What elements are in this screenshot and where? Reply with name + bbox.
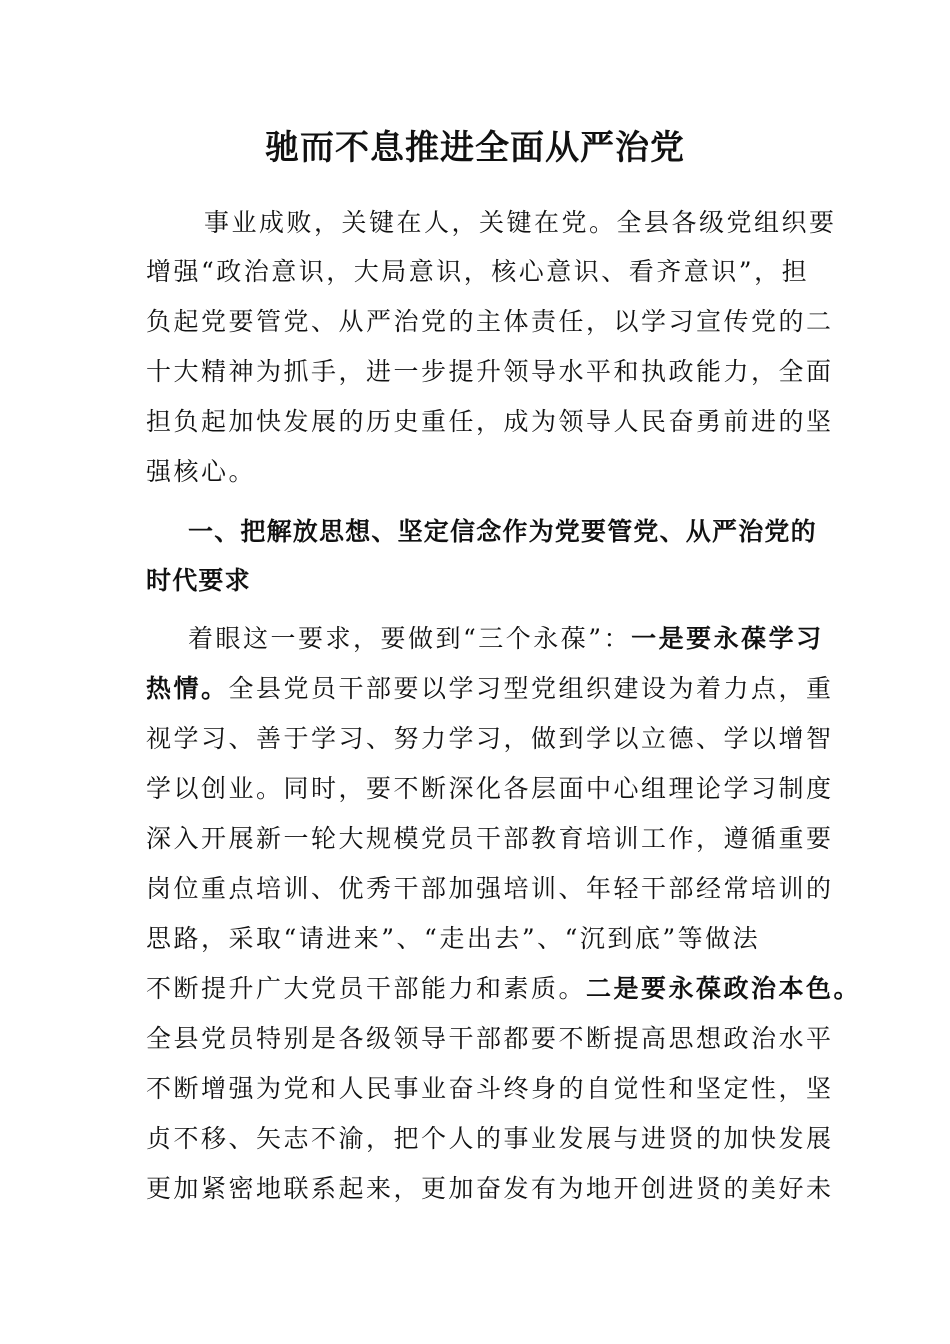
paragraph1-line: 增强“政治意识，大局意识，核心意识、看齐意识”，担	[146, 257, 810, 286]
paragraph2-emphasis: 热情。	[146, 674, 229, 703]
paragraph1-line: 强核心。	[146, 457, 257, 486]
paragraph2-line: 学以创业。同时，要不断深化各层面中心组理论学习制度	[146, 774, 834, 803]
paragraph2-line: 深入开展新一轮大规模党员干部教育培训工作，遵循重要	[146, 824, 834, 853]
paragraph1-line: 事业成败，关键在人，关键在党。全县各级党组织要	[204, 208, 837, 237]
paragraph2-text: 全县党员干部要以学习型党组织建设为着力点，重	[228, 674, 834, 703]
section-heading: 一、把解放思想、坚定信念作为党要管党、从严治党的	[188, 517, 817, 546]
paragraph2-emphasis: 二是要永葆政治本色。	[586, 974, 862, 1003]
page-title: 驰而不息推进全面从严治党	[265, 128, 685, 168]
section-heading: 时代要求	[146, 566, 251, 595]
paragraph2-line: 全县党员特别是各级领导干部都要不断提高思想政治水平	[146, 1024, 834, 1053]
paragraph2-line: 更加紧密地联系起来，更加奋发有为地开创进贤的美好未	[146, 1174, 834, 1203]
paragraph2-text: 不断提升广大党员干部能力和素质。	[146, 974, 587, 1003]
paragraph2-line: 贞不移、矢志不渝，把个人的事业发展与进贤的加快发展	[146, 1124, 834, 1153]
paragraph2-line	[188, 622, 848, 656]
paragraph2-line	[146, 672, 834, 706]
paragraph2-line: 视学习、善于学习、努力学习，做到学以立德、学以增智	[146, 724, 834, 753]
paragraph2-line: 岗位重点培训、优秀干部加强培训、年轻干部经常培训的	[146, 874, 834, 903]
paragraph1-line: 担负起加快发展的历史重任，成为领导人民奋勇前进的坚	[146, 407, 834, 436]
paragraph2-line	[146, 972, 862, 1006]
paragraph2-line: 不断增强为党和人民事业奋斗终身的自觉性和坚定性，坚	[146, 1074, 834, 1103]
paragraph1-line: 负起党要管党、从严治党的主体责任，以学习宣传党的二	[146, 307, 834, 336]
paragraph2-emphasis: 一是要永葆学习	[631, 624, 824, 653]
paragraph2-line: 思路，采取“请进来”、“走出去”、“沉到底”等做法	[146, 924, 761, 953]
paragraph2-text: 着眼这一要求，要做到“三个永葆”：	[188, 624, 632, 653]
paragraph1-line: 十大精神为抓手，进一步提升领导水平和执政能力，全面	[146, 357, 834, 386]
